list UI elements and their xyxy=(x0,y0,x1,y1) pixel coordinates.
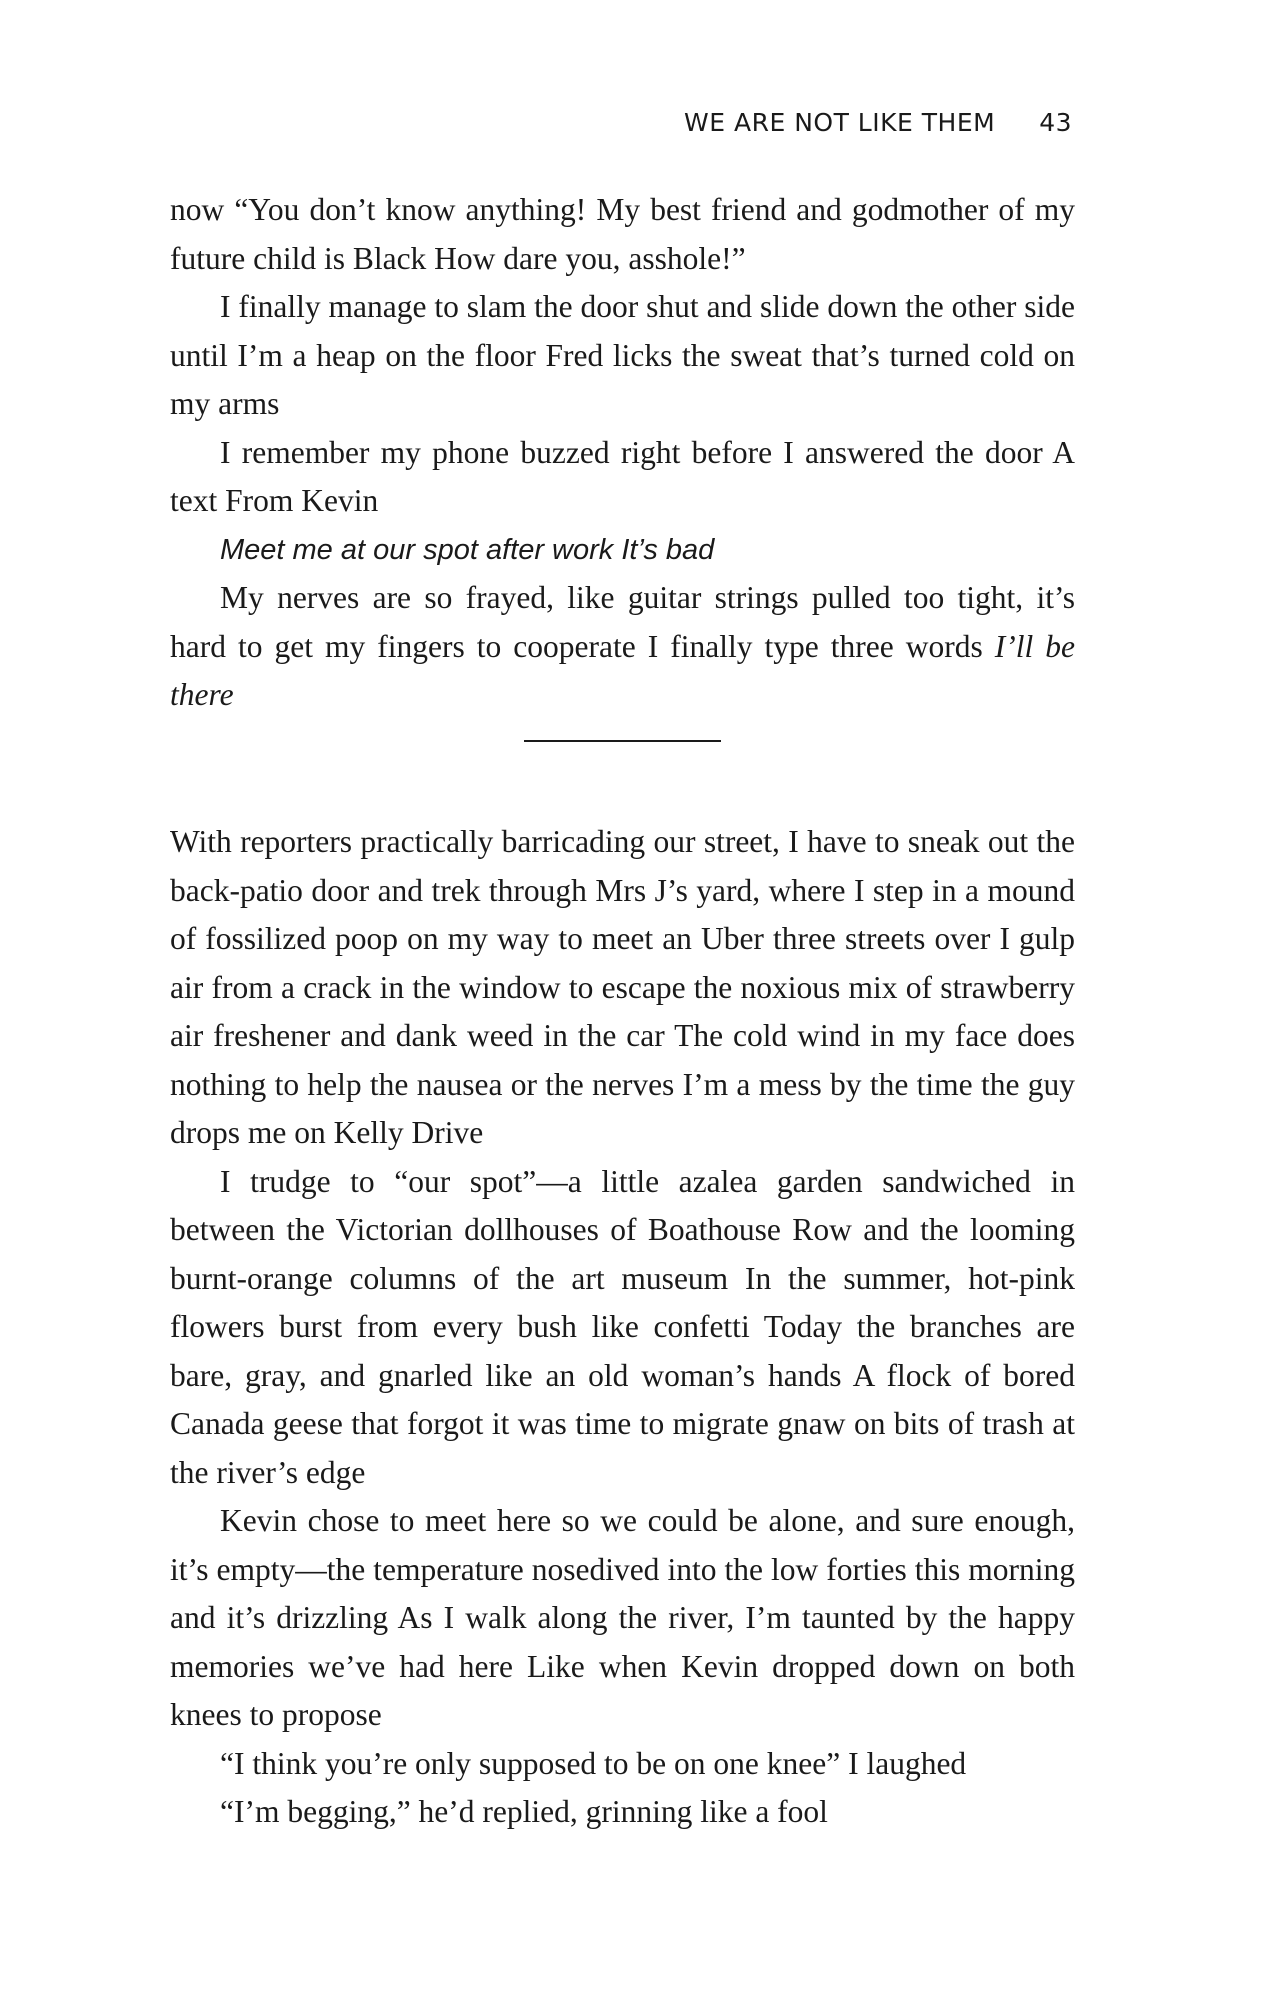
paragraph-begging: “I’m begging,” he’d replied, grinning like a fool xyxy=(220,1794,828,1829)
running-title: WE ARE NOT LIKE THEM xyxy=(684,108,996,137)
paragraph-reply xyxy=(170,574,1075,720)
reply-message: I’ll be there xyxy=(170,628,1076,712)
paragraph-phone: I remember my phone buzzed right before I answered the door A text From Kevin xyxy=(170,434,1075,518)
paragraph-continued: now “You don’t know anything! My best friend and godmother of my future child is Black How dare you, asshole!” xyxy=(170,192,1075,276)
text-block-before-break xyxy=(170,186,1075,720)
running-header xyxy=(684,108,1072,137)
page-number: 43 xyxy=(1039,108,1072,137)
paragraph-reply-text: My nerves are so frayed, like guitar strings pulled too tight, it’s hard to get my fingers to cooperate I finally type three words xyxy=(170,580,1075,664)
text-message: Meet me at our spot after work It’s bad xyxy=(220,533,715,566)
paragraph-door: I finally manage to slam the door shut and slide down the other side until I’m a heap on the floor Fred licks the sweat that’s turned cold on my arms xyxy=(170,289,1075,421)
paragraph-our-spot: I trudge to “our spot”—a little azalea garden sandwiched in between the Victorian dollhouses of Boathouse Row and the looming burnt-orange columns of the art museum In the summer, hot-pink flowers burst from every bush like confetti Today the branches are bare, gray, and gnarled like an old woman’s hands A flock of bored Canada geese that forgot it was time to migrate gnaw on bits of trash at the river’s edge xyxy=(170,1163,1075,1490)
section-break-rule xyxy=(524,740,721,742)
text-block-after-break xyxy=(170,818,1075,1837)
paragraph-kevin-chose: Kevin chose to meet here so we could be alone, and sure enough, it’s empty—the temperature nosedived into the low forties this morning and it’s drizzling As I walk along the river, I’m taunted by the happy memories we’ve had here Like when Kevin dropped down on both knees to propose xyxy=(170,1503,1075,1732)
paragraph-reporters: With reporters practically barricading our street, I have to sneak out the back-patio door and trek through Mrs J’s yard, where I step in a mound of fossilized poop on my way to meet an Uber three streets over I gulp air from a crack in the window to escape the noxious mix of strawberry air freshener and dank weed in the car The cold wind in my face does nothing to help the nausea or the nerves I’m a mess by the time the guy drops me on Kelly Drive xyxy=(170,824,1075,1150)
paragraph-one-knee: “I think you’re only supposed to be on one knee” I laughed xyxy=(220,1745,967,1781)
